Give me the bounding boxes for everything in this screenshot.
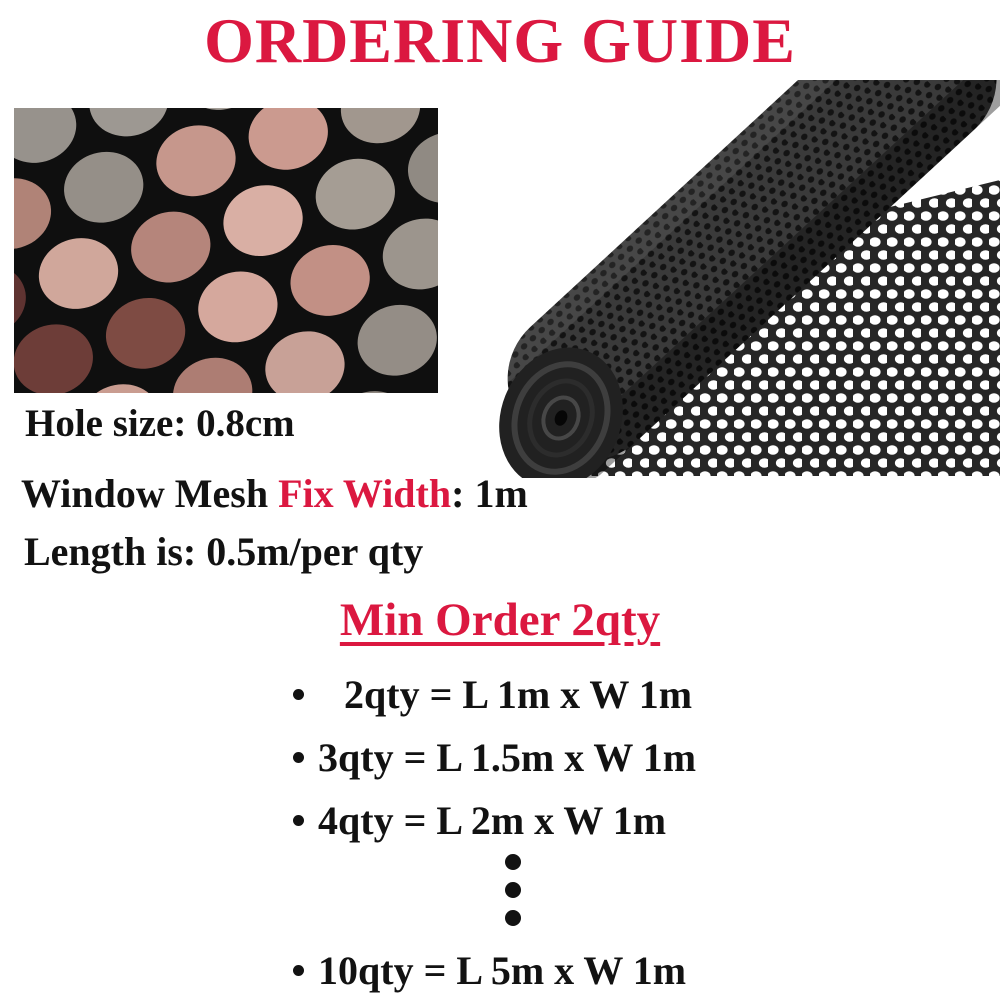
mesh-roll-photo	[445, 80, 1000, 478]
bullet-icon	[293, 689, 304, 700]
ellipsis-dot	[505, 910, 521, 926]
ellipsis-dot	[505, 854, 521, 870]
list-item	[293, 726, 813, 789]
spec-fix-width	[21, 470, 528, 518]
ellipsis-dot	[505, 882, 521, 898]
vertical-ellipsis-icon	[505, 854, 521, 926]
bullet-icon	[293, 815, 304, 826]
list-item-text: 3qty = L 1.5m x W 1m	[318, 735, 697, 780]
page-title: ORDERING GUIDE	[204, 5, 796, 76]
list-item-text: 10qty = L 5m x W 1m	[318, 947, 687, 993]
list-item-text: 2qty = L 1m x W 1m	[344, 672, 693, 717]
list-item	[293, 946, 813, 994]
spec-length: Length is: 0.5m/per qty	[24, 529, 424, 574]
list-item	[293, 663, 813, 726]
spec-hole-size: Hole size: 0.8cm	[25, 402, 295, 445]
list-item-text: 4qty = L 2m x W 1m	[318, 798, 667, 843]
bullet-icon	[293, 965, 304, 976]
bullet-icon	[293, 752, 304, 763]
min-order-list	[293, 663, 813, 994]
mesh-closeup-photo	[14, 108, 438, 393]
min-order-heading: Min Order 2qty	[339, 594, 661, 646]
spec-fix-width-highlight: Fix Width	[278, 471, 452, 516]
spec-fix-width-suffix: : 1m	[451, 471, 528, 516]
spec-fix-width-prefix: Window Mesh	[21, 471, 279, 516]
list-item	[293, 789, 813, 852]
